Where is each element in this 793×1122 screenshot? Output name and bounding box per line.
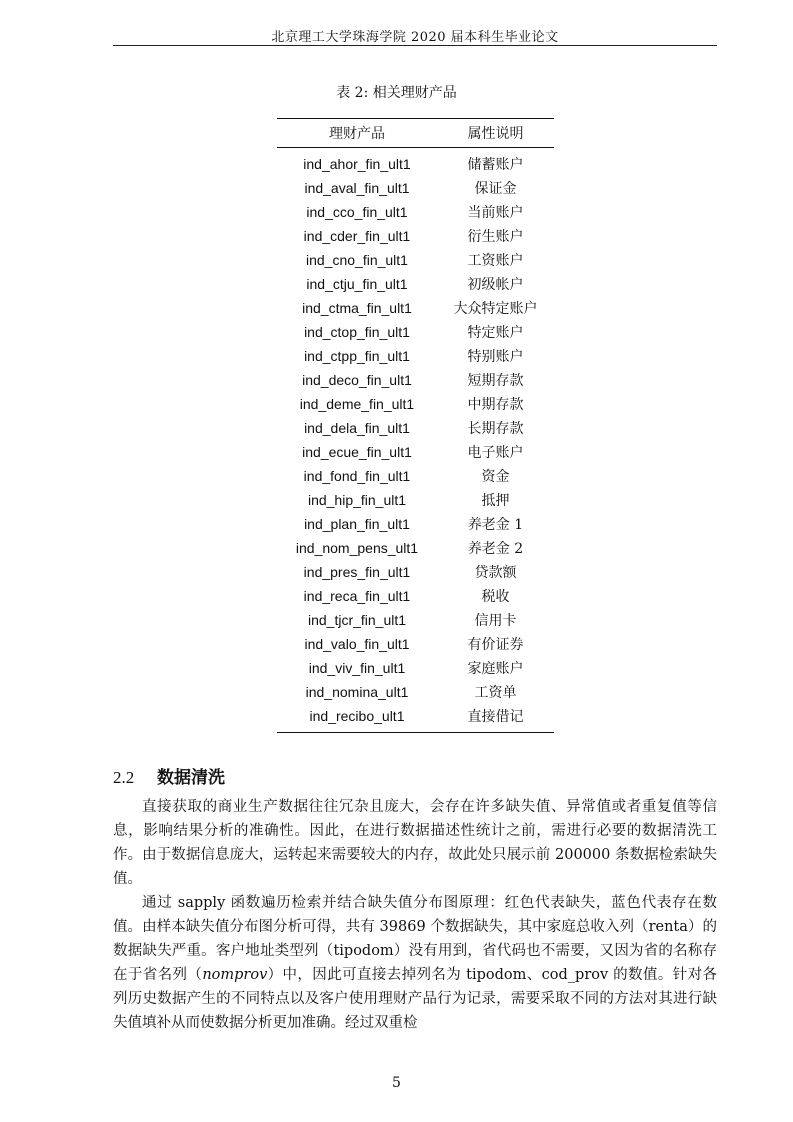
paragraph-1: 直接获取的商业生产数据往往冗杂且庞大，会存在许多缺失值、异常值或者重复值等信息，影响结果分析的准确性。因此，在进行数据描述性统计之前，需进行必要的数据清洗工作。由于数据信息庞大，运转起来需要较大的内存，故此处只展示前 200000 条数据检索缺失值。	[113, 799, 717, 887]
table-row	[277, 176, 554, 200]
product-code-cell: ind_hip_fin_ult1	[307, 492, 407, 508]
table-row	[277, 536, 554, 560]
product-description-cell: 家庭账户	[467, 661, 524, 677]
product-description-cell: 有价证券	[467, 637, 524, 653]
table-row	[277, 344, 554, 368]
table-row	[277, 272, 554, 296]
product-code-cell: ind_cno_fin_ult1	[306, 252, 408, 268]
table-row	[277, 296, 554, 320]
table-row	[277, 704, 554, 733]
product-code-cell: ind_deco_fin_ult1	[302, 372, 412, 388]
product-code-cell: ind_fond_fin_ult1	[303, 468, 411, 484]
financial-products-table	[277, 118, 554, 733]
product-code-cell: ind_cco_fin_ult1	[306, 204, 408, 220]
page-number: 5	[392, 1075, 401, 1091]
product-code-cell: ind_recibo_ult1	[277, 704, 437, 733]
table-row	[277, 632, 554, 656]
product-description-cell: 当前账户	[467, 205, 524, 221]
product-description-cell: 特别账户	[467, 349, 524, 365]
product-code-cell: ind_valo_fin_ult1	[304, 636, 410, 652]
product-description-cell: 初级帐户	[467, 277, 524, 293]
table-row	[277, 392, 554, 416]
table-row	[277, 416, 554, 440]
product-description-cell: 信用卡	[474, 613, 517, 629]
product-code-cell: ind_deme_fin_ult1	[299, 396, 415, 412]
product-description-cell: 长期存款	[467, 421, 524, 437]
product-description-cell: 短期存款	[467, 373, 524, 389]
product-code-cell: ind_cder_fin_ult1	[303, 228, 411, 244]
product-code-cell: ind_viv_fin_ult1	[308, 660, 406, 676]
table-row	[277, 440, 554, 464]
header-rule	[113, 45, 717, 46]
product-code-cell: ind_ctma_fin_ult1	[302, 300, 412, 316]
product-description-cell: 工资账户	[467, 253, 524, 269]
product-code-cell: ind_pres_fin_ult1	[303, 564, 411, 580]
product-description-cell: 养老金 2	[467, 541, 524, 557]
table-row	[277, 320, 554, 344]
product-description-cell: 特定账户	[467, 325, 524, 341]
table-caption: 表 2: 相关理财产品	[336, 85, 457, 101]
table-row	[277, 608, 554, 632]
product-description-cell: 衍生账户	[467, 229, 524, 245]
product-code-cell: ind_ctpp_fin_ult1	[304, 348, 410, 364]
product-code-cell: ind_nomina_ult1	[305, 684, 409, 700]
table-row	[277, 248, 554, 272]
product-description-cell: 保证金	[474, 181, 517, 197]
column-header-description: 属性说明	[437, 119, 554, 148]
product-code-cell: ind_ctju_fin_ult1	[306, 276, 408, 292]
product-description-cell: 资金	[481, 469, 510, 485]
product-description-cell: 养老金 1	[467, 517, 524, 533]
table-row	[277, 584, 554, 608]
table-row	[277, 656, 554, 680]
product-description-cell: 直接借记	[437, 704, 554, 733]
product-code-cell: ind_ahor_fin_ult1	[303, 156, 411, 172]
table-row	[277, 224, 554, 248]
body-text	[113, 795, 717, 1035]
product-description-cell: 电子账户	[467, 445, 524, 461]
product-description-cell: 储蓄账户	[467, 157, 524, 173]
paragraph-2-italic-term: nomprov	[202, 967, 268, 983]
table-row	[277, 512, 554, 536]
paragraph-2-part-b: ）中，因此可直接去掉列名为 tipodom、cod_prov 的数值。针对各列历史数据产生的不同特点以及客户使用理财产品行为记录，需要采取不同的方法对其进行缺失值填补从而使数据分析更加准确。经过双重检	[113, 967, 717, 1031]
product-description-cell: 中期存款	[467, 397, 524, 413]
running-header: 北京理工大学珠海学院 2020 届本科生毕业论文	[271, 30, 559, 45]
product-code-cell: ind_aval_fin_ult1	[304, 180, 410, 196]
table-row	[277, 148, 554, 177]
table-body	[277, 148, 554, 733]
table-row	[277, 200, 554, 224]
product-code-cell: ind_plan_fin_ult1	[304, 516, 410, 532]
table-row	[277, 368, 554, 392]
product-code-cell: ind_dela_fin_ult1	[304, 420, 410, 436]
table-row	[277, 488, 554, 512]
product-description-cell: 工资单	[474, 685, 517, 701]
paragraph-2	[113, 891, 717, 1035]
product-code-cell: ind_tjcr_fin_ult1	[307, 612, 407, 628]
table-row	[277, 680, 554, 704]
section-heading	[113, 763, 225, 788]
product-code-cell: ind_ctop_fin_ult1	[304, 324, 410, 340]
product-description-cell: 抵押	[481, 493, 510, 509]
section-number: 2.2	[113, 768, 135, 787]
product-description-cell: 贷款额	[474, 565, 517, 581]
section-title: 数据清洗	[157, 768, 225, 788]
table-header-row	[277, 119, 554, 148]
product-code-cell: ind_reca_fin_ult1	[303, 588, 411, 604]
product-description-cell: 大众特定账户	[453, 301, 538, 317]
product-code-cell: ind_ecue_fin_ult1	[302, 444, 412, 460]
column-header-product: 理财产品	[277, 119, 437, 148]
table-row	[277, 464, 554, 488]
table-row	[277, 560, 554, 584]
paragraph-2-part-a: 通过 sapply 函数遍历检索并结合缺失值分布图原理：红色代表缺失，蓝色代表存在数值。由样本缺失值分布图分析可得，共有 39869 个数据缺失，其中家庭总收入列（renta）的数据缺失严重。客户地址类型列（tipodom）没有用到，省代码也不需要，又因为省的名称存在于省名列（	[113, 895, 717, 983]
product-code-cell: ind_nom_pens_ult1	[295, 540, 419, 556]
product-description-cell: 税收	[481, 589, 510, 605]
